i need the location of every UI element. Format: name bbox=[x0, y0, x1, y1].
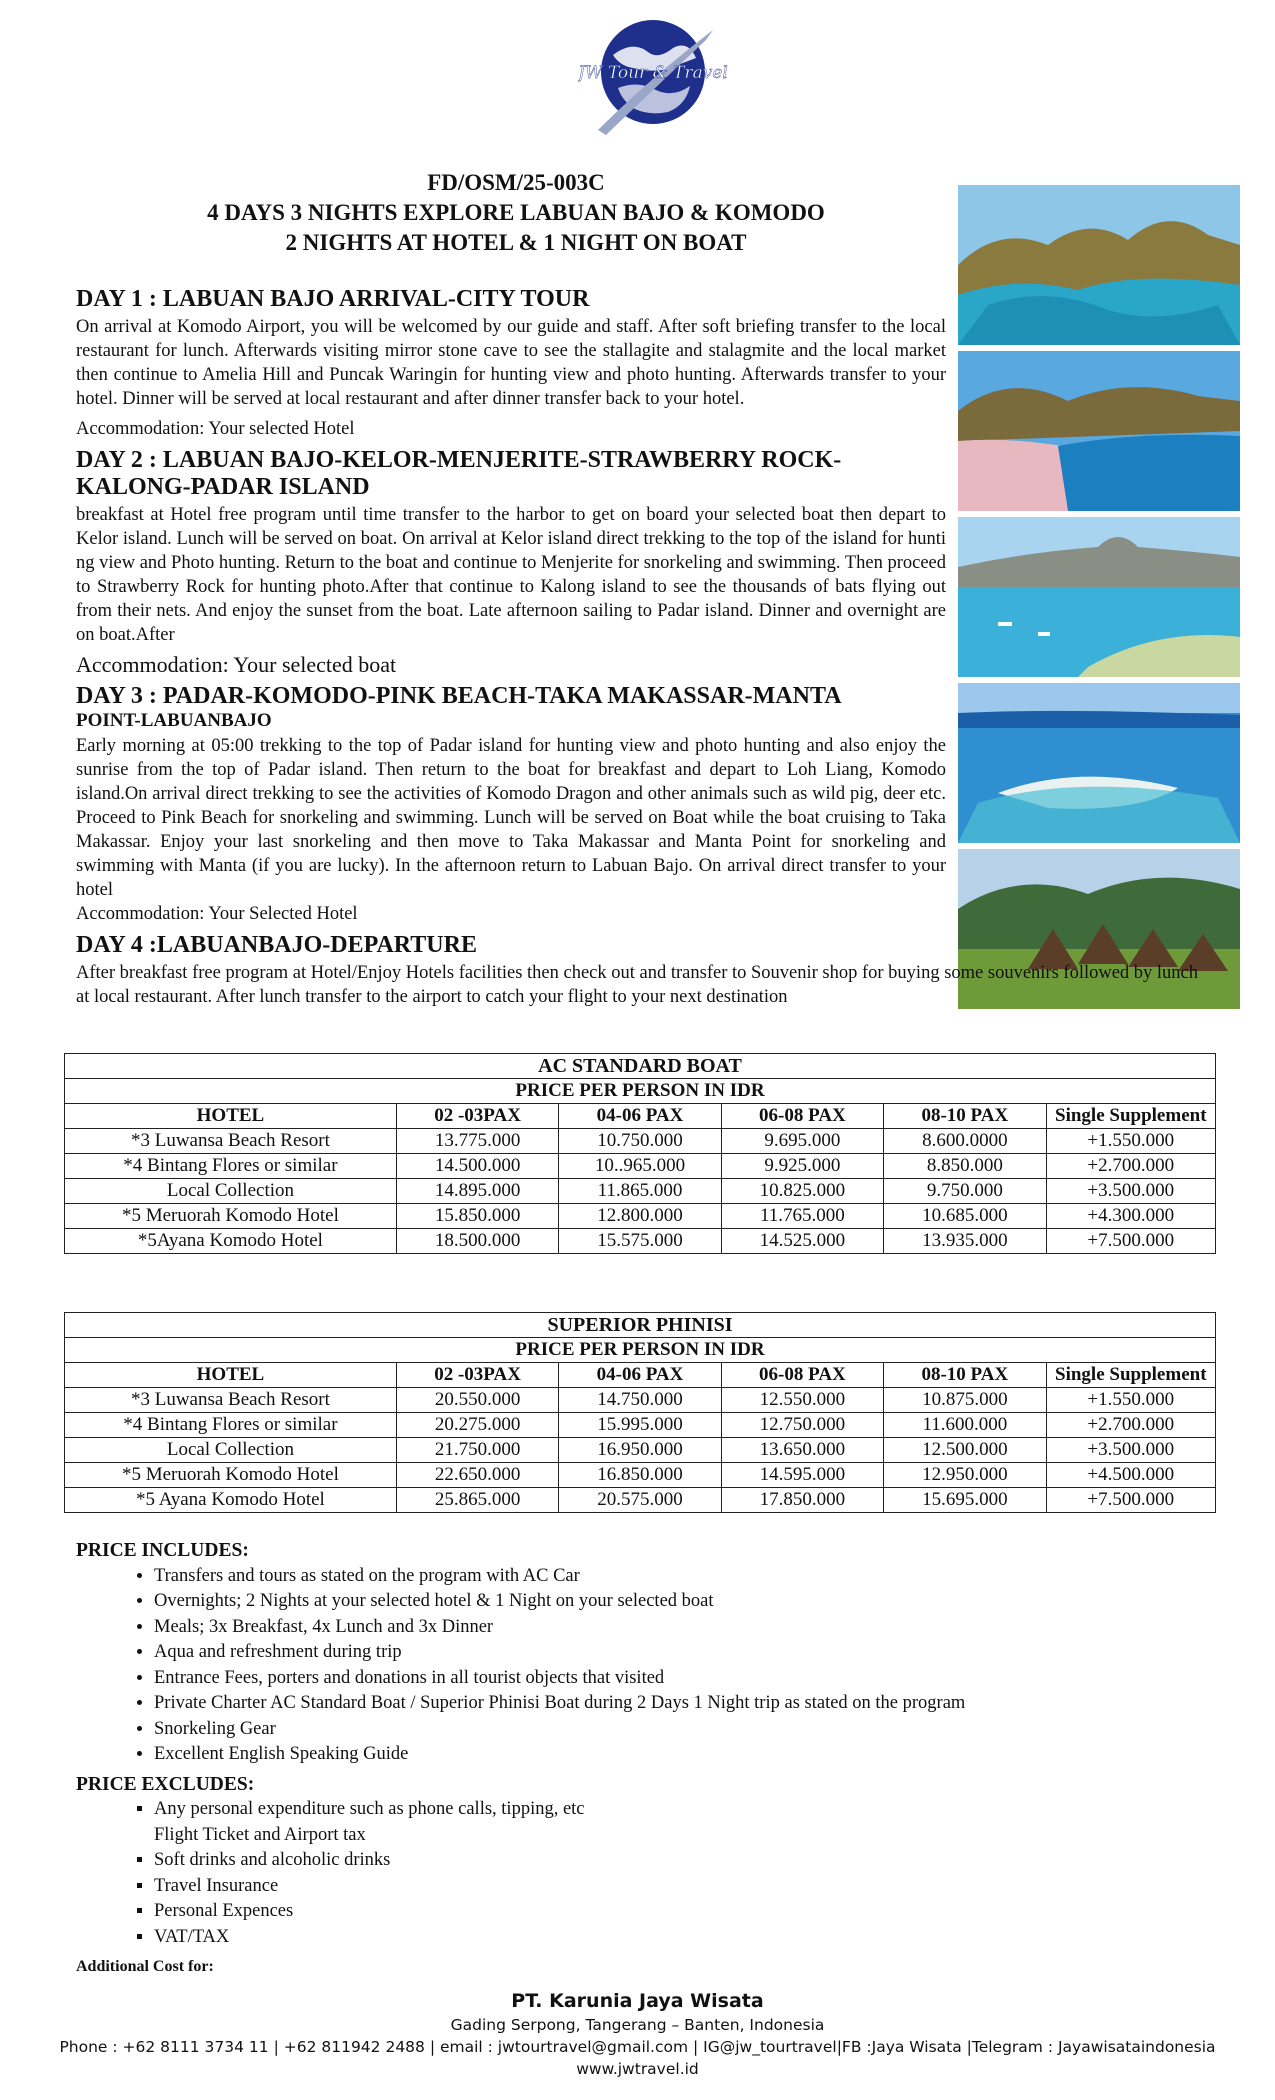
tour-code: FD/OSM/25-003C bbox=[427, 170, 605, 195]
table-row bbox=[65, 1229, 1216, 1254]
col-header: 08-10 PAX bbox=[884, 1363, 1046, 1388]
cell: 14.525.000 bbox=[721, 1229, 883, 1254]
cell: 22.650.000 bbox=[396, 1463, 558, 1488]
cell: 12.800.000 bbox=[559, 1204, 721, 1229]
cell: 10..965.000 bbox=[559, 1154, 721, 1179]
cell: +4.500.000 bbox=[1046, 1463, 1215, 1488]
table-row bbox=[65, 1463, 1216, 1488]
list-item: ▪ Travel Insurance bbox=[154, 1874, 1216, 1900]
cell: +2.700.000 bbox=[1046, 1413, 1215, 1438]
cell: 8.850.000 bbox=[884, 1154, 1046, 1179]
table-row bbox=[65, 1129, 1216, 1154]
day1-text: On arrival at Komodo Airport, you will be welcomed by our guide and staff. After soft briefing transfer to the local restaurant for lunch. Afterwards visiting mirror stone cave to see the stallagite and stalagmite and the local market then continue to Amelia Hill and Puncak Waringin for hunting view and photo hunting. Afterwards transfer to your hotel. Dinner will be served at local restaurant and after dinner transfer back to your hotel. bbox=[76, 317, 946, 409]
photo-kelor-bay bbox=[958, 517, 1240, 677]
list-item: ▪ VAT/TAX bbox=[154, 1925, 1216, 1951]
tour-title: 4 DAYS 3 NIGHTS EXPLORE LABUAN BAJO & KOMODO bbox=[207, 200, 825, 225]
cell: 21.750.000 bbox=[396, 1438, 558, 1463]
table1-header-row bbox=[65, 1104, 1216, 1129]
cell: 15.995.000 bbox=[559, 1413, 721, 1438]
col-header: 04-06 PAX bbox=[559, 1363, 721, 1388]
cell: 16.950.000 bbox=[559, 1438, 721, 1463]
table-row bbox=[65, 1154, 1216, 1179]
list-item: • Aqua and refreshment during trip bbox=[154, 1640, 1216, 1666]
company-address: Gading Serpong, Tangerang – Banten, Indonesia bbox=[450, 2016, 825, 2034]
superior-phinisi-table bbox=[64, 1312, 1216, 1513]
cell: Local Collection bbox=[65, 1438, 397, 1463]
cell: 13.650.000 bbox=[721, 1438, 883, 1463]
company-name: PT. Karunia Jaya Wisata bbox=[511, 1990, 764, 2012]
cell: 11.765.000 bbox=[721, 1204, 883, 1229]
table-row bbox=[65, 1204, 1216, 1229]
cell: 20.275.000 bbox=[396, 1413, 558, 1438]
list-item: ▪ Soft drinks and alcoholic drinks bbox=[154, 1848, 1216, 1874]
cell: 11.600.000 bbox=[884, 1413, 1046, 1438]
company-website[interactable]: www.jwtravel.id bbox=[576, 2060, 699, 2078]
col-header: 04-06 PAX bbox=[559, 1104, 721, 1129]
tour-subtitle: 2 NIGHTS AT HOTEL & 1 NIGHT ON BOAT bbox=[285, 230, 747, 255]
cell: Local Collection bbox=[65, 1179, 397, 1204]
price-lists bbox=[76, 1538, 1216, 1980]
cell: 10.685.000 bbox=[884, 1204, 1046, 1229]
cell: 13.775.000 bbox=[396, 1129, 558, 1154]
cell: 12.550.000 bbox=[721, 1388, 883, 1413]
day4-title: DAY 4 :LABUANBAJO-DEPARTURE bbox=[76, 932, 477, 958]
cell: *3 Luwansa Beach Resort bbox=[65, 1129, 397, 1154]
footer bbox=[0, 1988, 1275, 2080]
cell: 14.750.000 bbox=[559, 1388, 721, 1413]
cell: 10.875.000 bbox=[884, 1388, 1046, 1413]
additional-cost-label: Additional Cost for: bbox=[76, 1958, 214, 1975]
photo-pink-beach bbox=[958, 351, 1240, 511]
day4-text: After breakfast free program at Hotel/Enjoy Hotels facilities then check out and transfer to Souvenir shop for buying some souvenirs followed by lunch at local restaurant. After lunch transfer to the airport to catch your flight to your next destination bbox=[76, 963, 1199, 1007]
cell: 18.500.000 bbox=[396, 1229, 558, 1254]
cell: *4 Bintang Flores or similar bbox=[65, 1413, 397, 1438]
table2-subtitle: PRICE PER PERSON IN IDR bbox=[65, 1338, 1216, 1363]
cell: 14.895.000 bbox=[396, 1179, 558, 1204]
photo-padar-island bbox=[958, 185, 1240, 345]
cell: +3.500.000 bbox=[1046, 1438, 1215, 1463]
cell: *4 Bintang Flores or similar bbox=[65, 1154, 397, 1179]
col-header: HOTEL bbox=[65, 1363, 397, 1388]
list-item: • Excellent English Speaking Guide bbox=[154, 1742, 1216, 1768]
day2-title: DAY 2 : LABUAN BAJO-KELOR-MENJERITE-STRAWBERRY ROCK-KALONG-PADAR ISLAND bbox=[76, 447, 842, 500]
photo-column bbox=[958, 185, 1240, 1015]
includes-heading: PRICE INCLUDES: bbox=[76, 1540, 249, 1561]
day3-accommodation: Accommodation: Your Selected Hotel bbox=[76, 904, 358, 924]
col-header: 02 -03PAX bbox=[396, 1104, 558, 1129]
list-item: ▪ Personal Expences bbox=[154, 1899, 1216, 1925]
cell: 10.825.000 bbox=[721, 1179, 883, 1204]
table-row bbox=[65, 1179, 1216, 1204]
day2-accommodation: Accommodation: Your selected boat bbox=[76, 652, 397, 677]
day3-title: DAY 3 : PADAR-KOMODO-PINK BEACH-TAKA MAKASSAR-MANTA bbox=[76, 683, 842, 709]
col-header: 02 -03PAX bbox=[396, 1363, 558, 1388]
excludes-list bbox=[76, 1797, 1216, 1950]
table-row bbox=[65, 1488, 1216, 1513]
cell: +1.550.000 bbox=[1046, 1388, 1215, 1413]
table2-title: SUPERIOR PHINISI bbox=[65, 1313, 1216, 1338]
cell: 8.600.0000 bbox=[884, 1129, 1046, 1154]
col-header: Single Supplement bbox=[1046, 1104, 1215, 1129]
photo-taka-makassar bbox=[958, 683, 1240, 843]
list-item: • Meals; 3x Breakfast, 4x Lunch and 3x Dinner bbox=[154, 1615, 1216, 1641]
cell: *5Ayana Komodo Hotel bbox=[65, 1229, 397, 1254]
col-header: HOTEL bbox=[65, 1104, 397, 1129]
cell: 20.550.000 bbox=[396, 1388, 558, 1413]
col-header: 08-10 PAX bbox=[884, 1104, 1046, 1129]
day3-text: Early morning at 05:00 trekking to the top of Padar island for hunting view and photo hunting and also enjoy the sunrise from the top of Padar island. Then return to the boat for breakfast and depart to Loh Liang, Komodo island.On arrival direct trekking to see the activities of Komodo Dragon and other animals such as wild pig, deer etc. Proceed to Pink Beach for snorkeling and swimming. Lunch will be served on Boat while the boat cruising to Taka Makassar. Enjoy your last snorkeling and then move to Taka Makassar and Manta Point for snorkeling and swimming with Manta (if you are lucky). In the afternoon return to Labuan Bajo. On arrival direct transfer to your hotel bbox=[76, 736, 946, 900]
cell: *3 Luwansa Beach Resort bbox=[65, 1388, 397, 1413]
cell: +4.300.000 bbox=[1046, 1204, 1215, 1229]
cell: 13.935.000 bbox=[884, 1229, 1046, 1254]
ac-standard-boat-table bbox=[64, 1053, 1216, 1254]
cell: 15.850.000 bbox=[396, 1204, 558, 1229]
cell: +7.500.000 bbox=[1046, 1488, 1215, 1513]
cell: 12.950.000 bbox=[884, 1463, 1046, 1488]
table-row bbox=[65, 1438, 1216, 1463]
day2-text: breakfast at Hotel free program until time transfer to the harbor to get on board your selected boat then depart to Kelor island. Lunch will be served on boat. On arrival at Kelor island direct trekking to the top of the island for hunti ng view and Photo hunting. Return to the boat and continue to Menjerite for snorkeling and swimming. Then proceed to Strawberry Rock for hunting photo.After that continue to Kalong island to see the thousands of bats flying out from their nets. And enjoy the sunset from the boat. Late afternoon sailing to Padar island. Dinner and overnight are on boat.After bbox=[76, 505, 947, 645]
itinerary bbox=[76, 280, 1199, 1009]
cell: +2.700.000 bbox=[1046, 1154, 1215, 1179]
cell: 20.575.000 bbox=[559, 1488, 721, 1513]
table-row bbox=[65, 1413, 1216, 1438]
cell: 11.865.000 bbox=[559, 1179, 721, 1204]
day1-title: DAY 1 : LABUAN BAJO ARRIVAL-CITY TOUR bbox=[76, 286, 590, 312]
cell: 25.865.000 bbox=[396, 1488, 558, 1513]
table1-subtitle: PRICE PER PERSON IN IDR bbox=[65, 1079, 1216, 1104]
col-header: 06-08 PAX bbox=[721, 1104, 883, 1129]
cell: 10.750.000 bbox=[559, 1129, 721, 1154]
cell: 12.750.000 bbox=[721, 1413, 883, 1438]
cell: 12.500.000 bbox=[884, 1438, 1046, 1463]
list-item: • Private Charter AC Standard Boat / Superior Phinisi Boat during 2 Days 1 Night trip as stated on the program bbox=[154, 1691, 1216, 1717]
list-item-extra: Flight Ticket and Airport tax bbox=[154, 1824, 366, 1845]
cell: 17.850.000 bbox=[721, 1488, 883, 1513]
document-header bbox=[76, 168, 956, 258]
excludes-heading: PRICE EXCLUDES: bbox=[76, 1773, 255, 1795]
cell: +7.500.000 bbox=[1046, 1229, 1215, 1254]
cell: *5 Meruorah Komodo Hotel bbox=[65, 1463, 397, 1488]
day1-accommodation: Accommodation: Your selected Hotel bbox=[76, 419, 355, 439]
list-item bbox=[154, 1797, 1216, 1848]
cell: 14.500.000 bbox=[396, 1154, 558, 1179]
col-header: 06-08 PAX bbox=[721, 1363, 883, 1388]
company-contact: Phone : +62 8111 3734 11 | +62 811942 2488 | email : jwtourtravel@gmail.com | IG@jw_tourtravel|FB :Jaya Wisata |Telegram : Jayawisataindonesia bbox=[59, 2038, 1216, 2056]
cell: 9.925.000 bbox=[721, 1154, 883, 1179]
table1-title: AC STANDARD BOAT bbox=[65, 1054, 1216, 1079]
cell: 16.850.000 bbox=[559, 1463, 721, 1488]
col-header: Single Supplement bbox=[1046, 1363, 1215, 1388]
includes-list bbox=[76, 1564, 1216, 1768]
list-item: • Transfers and tours as stated on the program with AC Car bbox=[154, 1564, 1216, 1590]
cell: +3.500.000 bbox=[1046, 1179, 1215, 1204]
cell: *5 Ayana Komodo Hotel bbox=[65, 1488, 397, 1513]
cell: 15.695.000 bbox=[884, 1488, 1046, 1513]
cell: *5 Meruorah Komodo Hotel bbox=[65, 1204, 397, 1229]
company-logo bbox=[578, 10, 728, 150]
cell: 9.750.000 bbox=[884, 1179, 1046, 1204]
cell: 15.575.000 bbox=[559, 1229, 721, 1254]
logo-text: JW Tour & Travel bbox=[578, 63, 728, 83]
cell: 9.695.000 bbox=[721, 1129, 883, 1154]
table2-header-row bbox=[65, 1363, 1216, 1388]
cell: 14.595.000 bbox=[721, 1463, 883, 1488]
list-item: • Snorkeling Gear bbox=[154, 1717, 1216, 1743]
cell: +1.550.000 bbox=[1046, 1129, 1215, 1154]
list-item-text: Any personal expenditure such as phone calls, tipping, etc bbox=[154, 1799, 585, 1819]
list-item: • Entrance Fees, porters and donations in all tourist objects that visited bbox=[154, 1666, 1216, 1692]
table-row bbox=[65, 1388, 1216, 1413]
list-item: • Overnights; 2 Nights at your selected hotel & 1 Night on your selected boat bbox=[154, 1589, 1216, 1615]
day3-subtitle: POINT-LABUANBAJO bbox=[76, 710, 272, 731]
